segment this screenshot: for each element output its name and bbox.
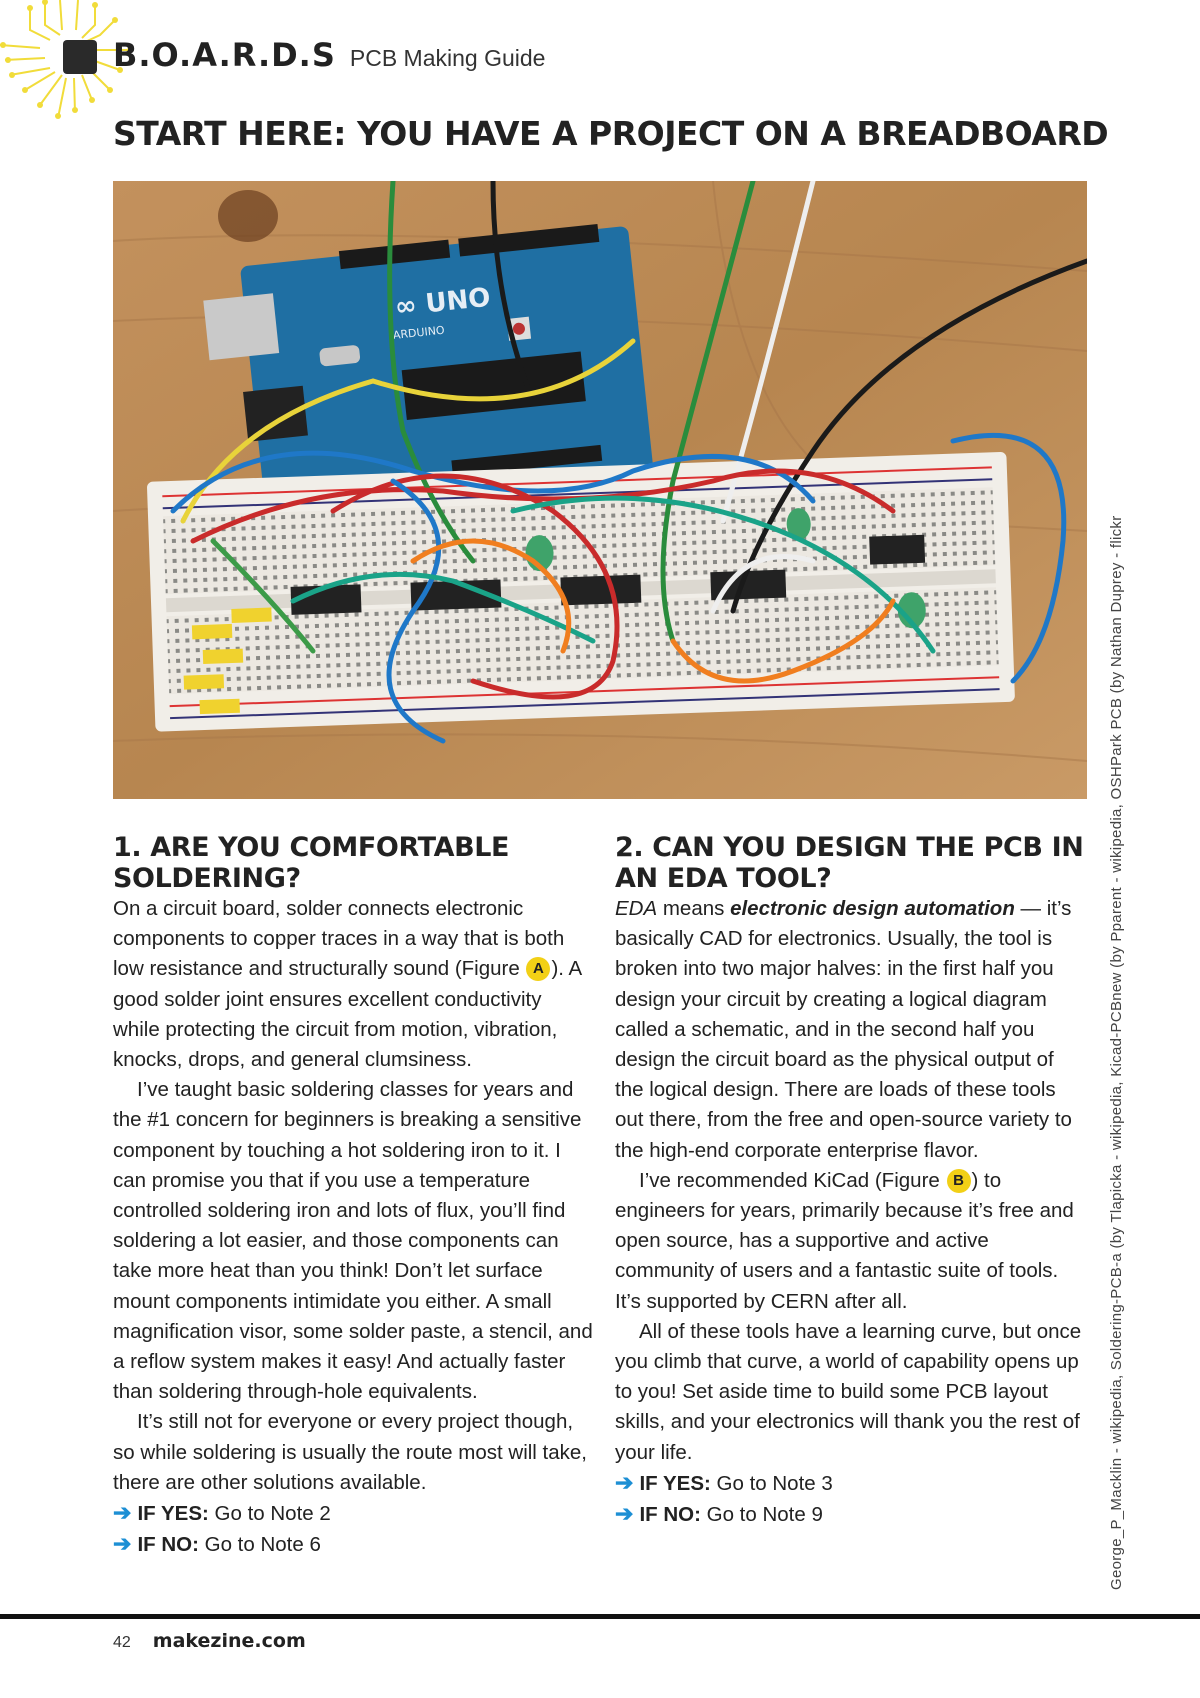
arrow-right-icon: ➔ [615, 1501, 634, 1527]
figure-badge-a: A [526, 957, 550, 981]
paragraph [615, 1166, 1085, 1317]
svg-text:∞ UNO: ∞ UNO [393, 282, 492, 323]
yes-label: IF YES: [639, 1471, 711, 1495]
paragraph-text: ) to engineers for years, primarily because it’s free and open source, has a supportive and active community of users and a fantastic suite of tools. It’s supported by CERN after all. [615, 1168, 1074, 1313]
section-number: 1. [113, 832, 142, 863]
section-title [615, 832, 1085, 894]
if-no-link[interactable] [113, 1529, 593, 1560]
paragraph [615, 894, 1085, 1166]
site-link[interactable]: makezine.com [152, 1630, 306, 1652]
brand-subtitle: PCB Making Guide [349, 45, 546, 71]
eda-term: EDA [615, 897, 658, 920]
section-title-text: CAN YOU DESIGN THE PCB IN AN EDA TOOL? [615, 832, 1084, 894]
no-target: Go to Note 6 [204, 1533, 321, 1557]
paragraph [113, 894, 593, 1075]
paragraph: It’s still not for everyone or every project though, so while soldering is usually the route most will take, there are other solutions available. [113, 1410, 587, 1494]
svg-text:ARDUINO: ARDUINO [392, 323, 446, 342]
photo-illustration [113, 181, 1087, 799]
paragraph: I’ve taught basic soldering classes for years and the #1 concern for beginners is breaking a sensitive component by touching a hot soldering iron to it. I can promise you that if you use a temperature controlled soldering iron and lots of flux, you’ll find soldering a lot easier, and those components can take more heat than you think! Don’t let surface mount components intimidate you either. A small magnification visor, some solder paste, a stencil, and a reflow system makes it easy! And actually faster than soldering through-hole equivalents. [113, 1078, 593, 1404]
section-number: 2. [615, 832, 644, 863]
paragraph-text: On a circuit board, solder connects electronic components to copper traces in a way that is both low resistance and structurally sound (Figure [113, 897, 565, 981]
yes-target: Go to Note 2 [214, 1502, 331, 1526]
paragraph: All of these tools have a learning curve, but once you climb that curve, a world of capability opens up to you! Set aside time to build some PCB layout skills, and your electronics will thank you the rest of your life. [615, 1319, 1082, 1464]
arduino-breadboard-photo [113, 181, 1087, 799]
header [113, 36, 545, 74]
arrow-right-icon: ➔ [615, 1469, 634, 1495]
page-number: 42 [113, 1634, 131, 1651]
eda-definition: electronic design automation [730, 897, 1015, 920]
no-target: Go to Note 9 [706, 1503, 823, 1527]
if-no-link[interactable] [615, 1499, 1085, 1530]
no-label: IF NO: [137, 1533, 199, 1557]
paragraph-text: ). A good solder joint ensures excellent conductivity while protecting the circuit from motion, vibration, knocks, drops, and general clumsiness. [113, 957, 582, 1072]
yes-target: Go to Note 3 [716, 1471, 833, 1495]
if-yes-link[interactable] [615, 1468, 1085, 1499]
paragraph-text: means [657, 897, 731, 920]
yes-label: IF YES: [137, 1502, 209, 1526]
arrow-right-icon: ➔ [113, 1500, 132, 1526]
brand-title: B.O.A.R.D.S [113, 36, 336, 74]
paragraph-text: — it’s basically CAD for electronics. Usually, the tool is broken into two major halves: in the first half you design your circuit by creating a logical diagram called a schematic, and in the second half you design the circuit board as the physical output of the logical design. There are loads of these tools out there, from the free and open-source variety to the high-end corporate enterprise flavor. [615, 897, 1072, 1162]
section-title-text: ARE YOU COMFORTABLE SOLDERING? [113, 832, 510, 894]
footer [113, 1630, 306, 1652]
paragraph-text: I’ve recommended KiCad (Figure [639, 1168, 946, 1192]
if-yes-link[interactable] [113, 1498, 593, 1529]
section-soldering [113, 832, 593, 1560]
figure-badge-b: B [947, 1169, 971, 1193]
photo-credit: George_P_Macklin - wikipedia, Soldering-PCB-a (by Tlapicka - wikipedia, Kicad-PCBnew (by Pparent - wikipedia, OSHPark PCB (by Nathan Duprey - flickr [1108, 515, 1125, 1590]
section-title [113, 832, 593, 894]
arrow-right-icon: ➔ [113, 1531, 132, 1557]
section-eda [615, 832, 1085, 1530]
page-headline: START HERE: YOU HAVE A PROJECT ON A BREADBOARD [113, 114, 1109, 153]
footer-divider [0, 1614, 1200, 1619]
no-label: IF NO: [639, 1503, 701, 1527]
